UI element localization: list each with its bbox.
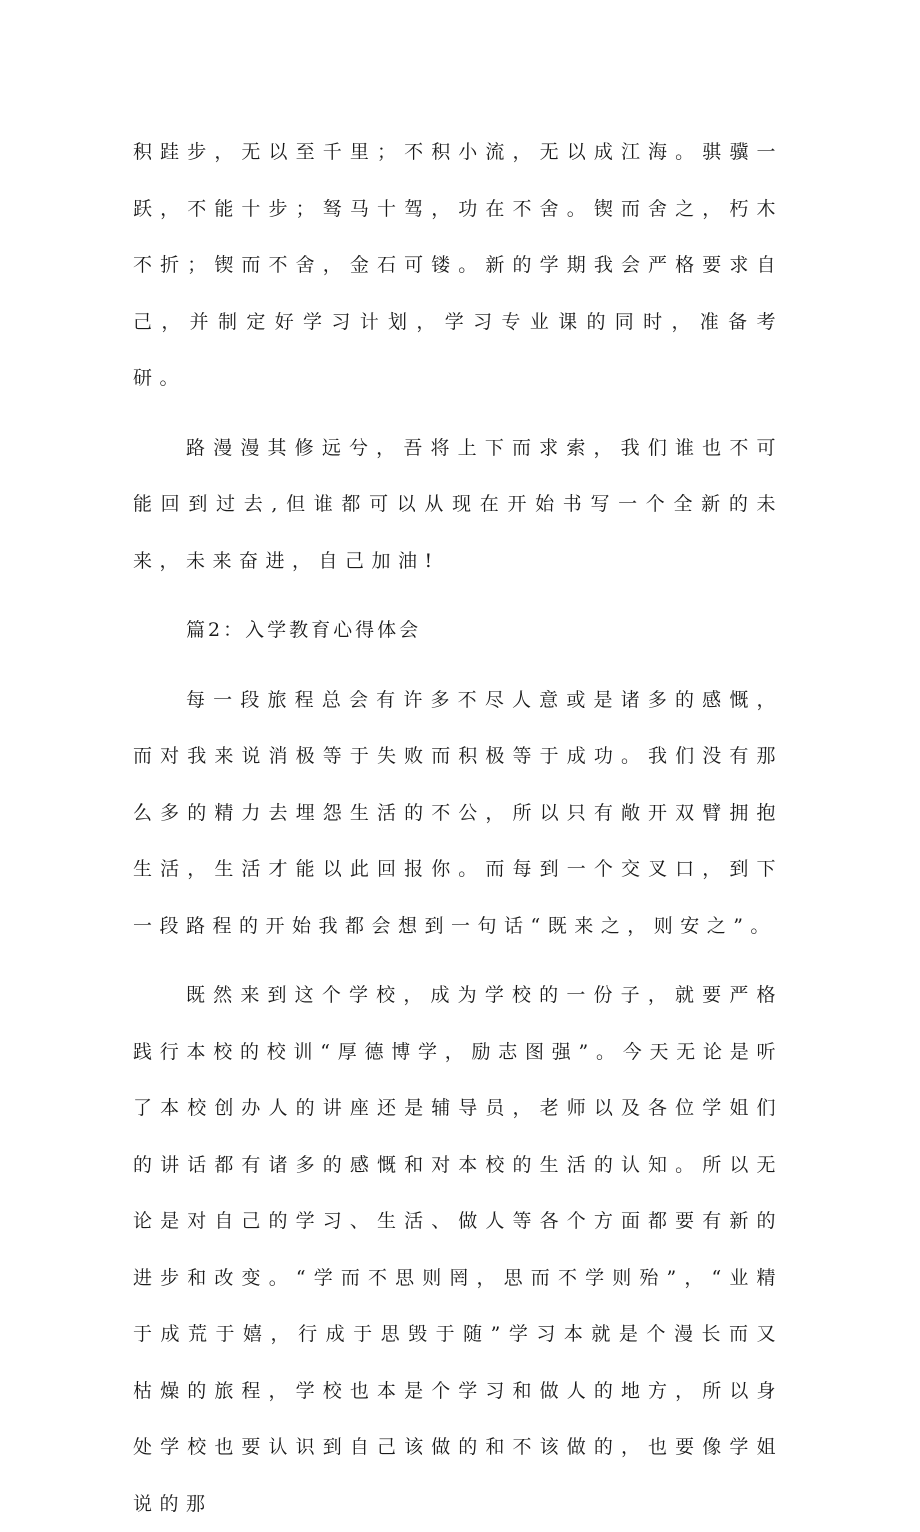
- paragraph-spacer: [133, 589, 783, 602]
- paragraph-spacer: [133, 407, 783, 420]
- section-heading: 篇2：入学教育心得体会: [186, 619, 422, 641]
- paragraph-future: 路漫漫其修远兮，吾将上下而求索，我们谁也不可能回到过去,但谁都可以从现在开始书写一个全新的未来，未来奋进，自己加油!: [133, 436, 783, 572]
- paragraph-journey: 每一段旅程总会有许多不尽人意或是诸多的感慨，而对我来说消极等于失败而积极等于成功。我们没有那么多的精力去埋怨生活的不公，所以只有敞开双臂拥抱生活，生活才能以此回报你。而每到一个交叉口，到下一段路程的开始我都会想到一句话“既来之，则安之”。: [133, 688, 783, 937]
- paragraph-spacer: [133, 954, 783, 967]
- document-page: [133, 124, 783, 1532]
- paragraph-perseverance: 积跬步，无以至千里；不积小流，无以成江海。骐骥一跃，不能十步；驽马十驾，功在不舍。锲而舍之，朽木不折；锲而不舍，金石可镂。新的学期我会严格要求自己，并制定好学习计划，学习专业课的同时，准备考研。: [133, 141, 783, 389]
- paragraph-school-motto: 既然来到这个学校，成为学校的一份子，就要严格践行本校的校训“厚德博学，励志图强”。今天无论是听了本校创办人的讲座还是辅导员，老师以及各位学姐们的讲话都有诸多的感慨和对本校的生活的认知。所以无论是对自己的学习、生活、做人等各个方面都要有新的进步和改变。“学而不思则罔，思而不学则殆”，“业精于成荒于嬉，行成于思毁于随”学习本就是个漫长而又枯燥的旅程，学校也本是个学习和做人的地方，所以身处学校也要认识到自己该做的和不该做的，也要像学姐说的那: [133, 984, 783, 1515]
- paragraph-spacer: [133, 659, 783, 672]
